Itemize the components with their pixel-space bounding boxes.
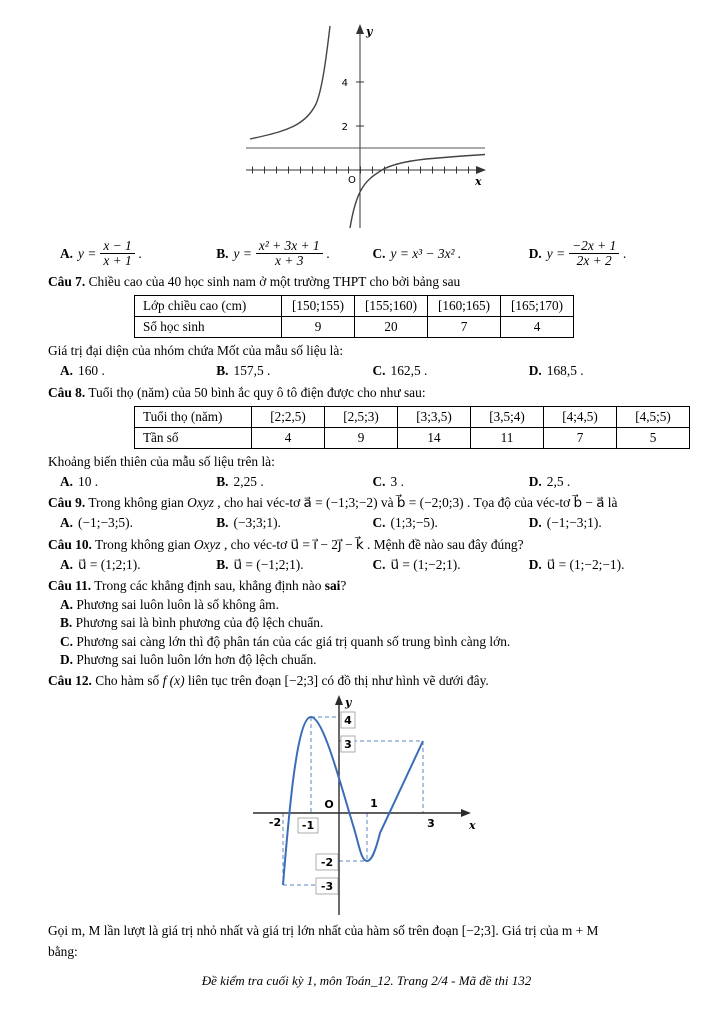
- y-axis-label: y: [344, 696, 351, 710]
- table-row: [135, 317, 574, 338]
- table-cell: [3;3,5): [398, 406, 471, 427]
- option-b: B. u⃗ = (−1;2;1).: [216, 556, 304, 572]
- question6-graph: [48, 18, 685, 236]
- oxyz: Oxyz: [187, 495, 214, 511]
- question-tail-2: bằng:: [48, 944, 78, 960]
- piecewise-function-graph: [247, 691, 487, 919]
- axes: [253, 695, 471, 915]
- option-expression: y = $\frac{x - 1}{x + 1}$ .: [78, 238, 143, 269]
- question-number: Câu 10.: [48, 536, 92, 552]
- option-c: C. u⃗ = (1;−2;1).: [372, 556, 461, 572]
- x-tick-neg1: -1: [301, 819, 314, 833]
- q8-table: [134, 406, 690, 449]
- emphasis: sai: [324, 577, 341, 593]
- x-axis-label: x: [474, 175, 482, 188]
- graph-labels: [268, 696, 475, 893]
- option-expression: y = $\frac{-2x + 1}{2x + 2}$ .: [546, 238, 627, 269]
- option-a: A. u⃗ = (1;2;1).: [60, 556, 141, 572]
- option-d: D. Phương sai luôn luôn lớn hơn độ lệch chuẩn.: [60, 651, 317, 667]
- table-cell: 9: [325, 427, 398, 448]
- question-text: , cho hai véc-tơ a⃗ = (−1;3;−2) và b⃗ = (−2;0;3) . Tọa độ của véc-tơ b⃗ − a⃗ là: [213, 495, 618, 511]
- table-cell: Tần số: [135, 427, 252, 448]
- option-c: C. 3 .: [372, 473, 404, 489]
- question-number: Câu 7.: [48, 273, 86, 289]
- y-tick-2: 2: [341, 122, 348, 133]
- option-b: B. Phương sai là bình phương của độ lệch chuẩn.: [60, 615, 324, 631]
- oxyz: Oxyz: [193, 536, 221, 552]
- question-number: Câu 11.: [48, 577, 92, 593]
- table-cell: [155;160): [355, 296, 428, 317]
- axes: [246, 24, 486, 228]
- question12-graph: [48, 691, 685, 919]
- y-tick-4: 4: [343, 714, 352, 728]
- option-d: D. (−1;−3;1).: [528, 515, 602, 531]
- question-text: Cho hàm số: [95, 673, 163, 689]
- option-a: A. 160 .: [60, 363, 105, 379]
- table-cell: 20: [355, 317, 428, 338]
- option-b: B. 2,25 .: [216, 473, 264, 489]
- option-label: A.: [60, 245, 74, 261]
- question-stem: [48, 672, 685, 690]
- table-cell: [4;4,5): [544, 406, 617, 427]
- option-expression: y = $\frac{\text{x² + 3x + 1}}{x + 3}$ .: [233, 238, 330, 269]
- option-a: A. Phương sai luôn luôn là số không âm.: [60, 597, 279, 613]
- question-text: liên tục trên đoạn [−2;3] có đồ thị như hình vẽ dưới đây.: [184, 673, 489, 689]
- q10-options: [60, 556, 685, 574]
- option-d: [529, 238, 685, 270]
- question-text: Tuổi thọ (năm) của 50 bình ắc quy ô tô điện được cho như sau:: [88, 384, 426, 400]
- table-cell: Số học sinh: [135, 317, 282, 338]
- question-stem: [48, 494, 685, 512]
- option-c: [373, 238, 529, 270]
- question-stem: Câu 11. Trong các khẳng định sau, khẳng định nào sai?: [48, 577, 347, 593]
- option-a: [60, 238, 216, 270]
- question-number: Câu 9.: [48, 495, 86, 511]
- option-a: A. 10 .: [60, 473, 99, 489]
- question-8: [48, 384, 685, 492]
- question-text: Trong không gian: [95, 536, 194, 552]
- fraction: $\frac{\text{x² + 3x + 1}}{x + 3}$: [256, 239, 323, 269]
- x-tick-neg2: -2: [268, 816, 281, 830]
- option-b: B. (−3;3;1).: [216, 515, 281, 531]
- option-c: C. (1;3;−5).: [372, 515, 438, 531]
- question-text: Chiều cao của 40 học sinh nam ở một trường THPT cho bởi bảng sau: [88, 273, 461, 289]
- option-expression: y = x³ − 3x² .: [390, 245, 462, 261]
- question-9: [48, 494, 685, 532]
- question-text: , cho véc-tơ u⃗ = i⃗ − 2j⃗ − k⃗ . Mệnh đề nào sau đây đúng?: [220, 536, 524, 552]
- table-cell: [160;165): [428, 296, 501, 317]
- question-tail: Gọi m, M lần lượt là giá trị nhỏ nhất và giá trị lớn nhất của hàm số trên đoạn [−2;3]. Giá trị của m + M: [48, 923, 599, 939]
- question-prompt: Khoảng biến thiên của mẫu số liệu trên là:: [48, 453, 275, 469]
- x-axis-arrow-icon: [476, 166, 486, 174]
- table-cell: [3,5;4): [471, 406, 544, 427]
- graph-labels: [341, 25, 481, 188]
- question-stem: [48, 384, 685, 402]
- table-cell: 9: [282, 317, 355, 338]
- question-number: Câu 8.: [48, 384, 86, 400]
- option-c: C. 162,5 .: [372, 363, 428, 379]
- table-row: [135, 427, 690, 448]
- q7-table: [134, 295, 574, 338]
- function-curve: [250, 26, 485, 228]
- fraction: $\frac{-2x + 1}{2x + 2}$: [569, 239, 619, 269]
- question-stem: [48, 273, 685, 291]
- question-10: [48, 536, 685, 574]
- x-axis-arrow-icon: [461, 809, 471, 817]
- option-d: D. 168,5 .: [528, 363, 584, 379]
- option-a: A. (−1;−3;5).: [60, 515, 133, 531]
- y-axis-arrow-icon: [356, 24, 364, 34]
- y-tick-neg2: -2: [320, 856, 333, 870]
- table-cell: 4: [501, 317, 574, 338]
- q9-options: [60, 514, 685, 532]
- table-cell: 14: [398, 427, 471, 448]
- table-cell: [150;155): [282, 296, 355, 317]
- table-cell: 5: [617, 427, 690, 448]
- fx: f (x): [162, 673, 185, 689]
- table-cell: [2,5;3): [325, 406, 398, 427]
- table-cell: 7: [544, 427, 617, 448]
- option-d: D. u⃗ = (1;−2;−1).: [528, 556, 625, 572]
- table-cell: Tuổi thọ (năm): [135, 406, 252, 427]
- x-tick-3: 3: [426, 817, 435, 831]
- table-cell: [4,5;5): [617, 406, 690, 427]
- y-tick-4: 4: [341, 78, 348, 89]
- option-label: B.: [216, 245, 229, 261]
- question-number: Câu 12.: [48, 673, 92, 689]
- option-d: D. 2,5 .: [528, 473, 571, 489]
- question-7: [48, 273, 685, 381]
- question-text: Trong các khẳng định sau, khẳng định nào: [94, 577, 325, 593]
- page-footer: Đề kiểm tra cuối kỳ 1, môn Toán_12. Trang 2/4 - Mã đề thi 132: [201, 972, 532, 988]
- y-tick-neg3: -3: [320, 880, 333, 894]
- hyperbola-graph: [242, 18, 492, 236]
- table-cell: [165;170): [501, 296, 574, 317]
- q7-options: [60, 362, 685, 380]
- question-prompt: Giá trị đại diện của nhóm chứa Mốt của mẫu số liệu là:: [48, 343, 344, 359]
- table-row: [135, 406, 690, 427]
- q6-options: [60, 238, 685, 270]
- table-cell: 7: [428, 317, 501, 338]
- option-c: C. Phương sai càng lớn thì độ phân tán của các giá trị quanh số trung bình càng lớn.: [60, 633, 511, 649]
- table-cell: Lớp chiều cao (cm): [135, 296, 282, 317]
- question-12: [48, 672, 685, 962]
- x-tick-1: 1: [369, 797, 378, 811]
- origin-label: O: [323, 798, 334, 812]
- origin-label: O: [347, 175, 356, 186]
- x-axis-label: x: [468, 819, 476, 833]
- table-row: [135, 296, 574, 317]
- option-label: C.: [372, 245, 386, 261]
- fraction: $\frac{x - 1}{x + 1}$: [100, 239, 134, 269]
- question-text: Trong không gian: [88, 495, 188, 511]
- table-cell: [2;2,5): [252, 406, 325, 427]
- option-b: [216, 238, 372, 270]
- table-cell: 4: [252, 427, 325, 448]
- y-axis-arrow-icon: [335, 695, 343, 705]
- option-b: B. 157,5 .: [216, 363, 271, 379]
- question-11: [48, 577, 685, 669]
- option-label: D.: [528, 245, 542, 261]
- question-stem: [48, 536, 685, 554]
- q8-options: [60, 473, 685, 491]
- table-cell: 11: [471, 427, 544, 448]
- y-axis-label: y: [365, 25, 372, 38]
- y-tick-3: 3: [343, 738, 352, 752]
